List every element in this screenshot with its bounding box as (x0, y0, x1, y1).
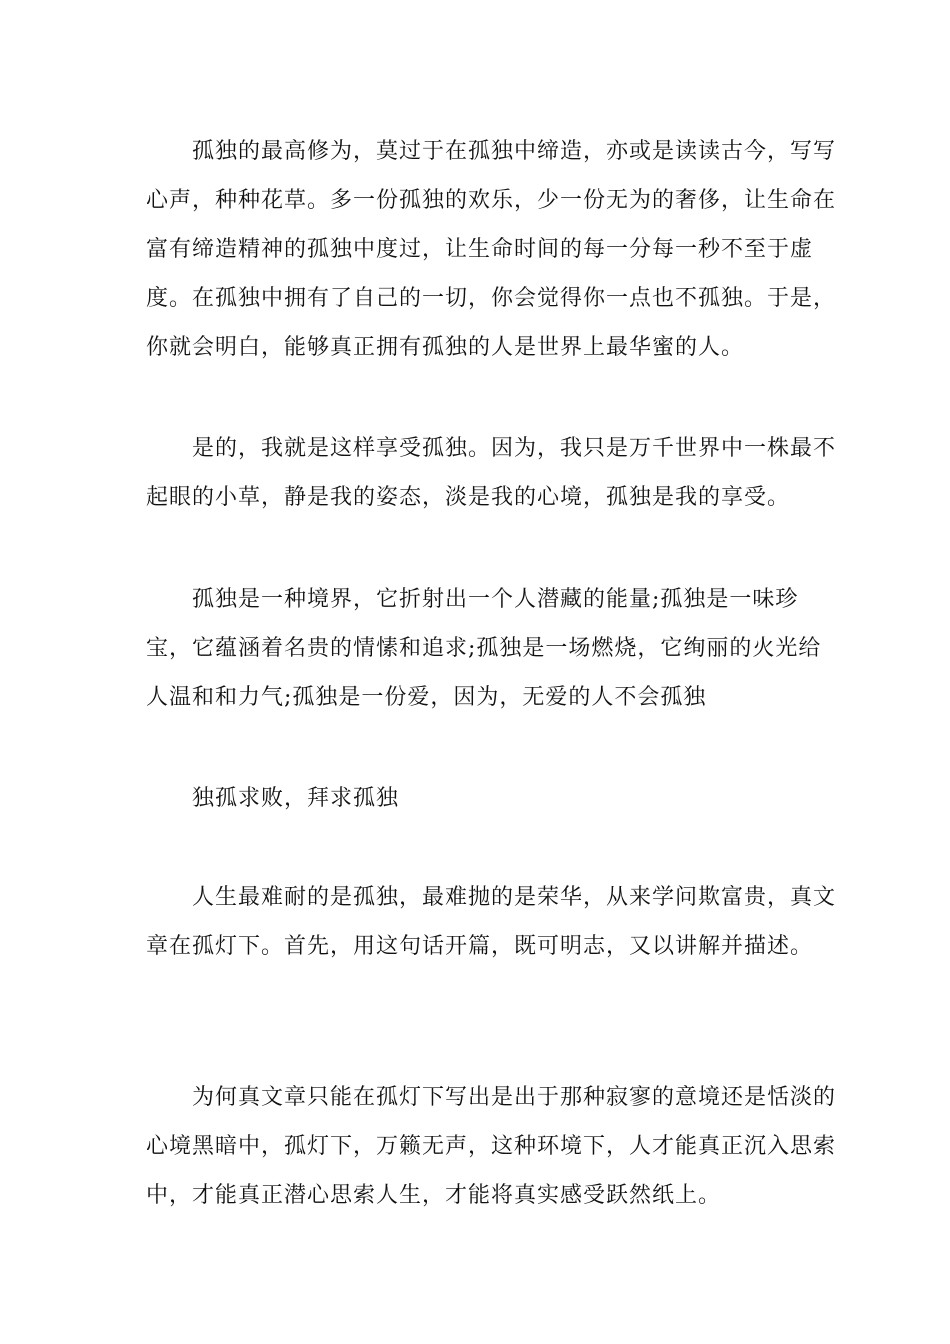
paragraph-3: 孤独是一种境界，它折射出一个人潜藏的能量;孤独是一味珍宝，它蕴涵着名贵的情愫和追求;孤独是一场燃烧，它绚丽的火光给人温和和力气;孤独是一份爱，因为，无爱的人不会孤独 (146, 587, 822, 710)
paragraph-1: 孤独的最高修为，莫过于在孤独中缔造，亦或是读读古今，写写心声，种种花草。多一份孤独的欢乐，少一份无为的奢侈，让生命在富有缔造精神的孤独中度过，让生命时间的每一分每一秒不至于虚度。在孤独中拥有了自己的一切，你会觉得你一点也不孤独。于是，你就会明白，能够真正拥有孤独的人是世界上最华蜜的人。 (146, 139, 837, 360)
paragraph-2: 是的，我就是这样享受孤独。因为，我只是万千世界中一株最不起眼的小草，静是我的姿态，淡是我的心境，孤独是我的享受。 (146, 436, 837, 510)
paragraph-4: 独孤求败，拜求孤独 (192, 786, 400, 811)
paragraph-6: 为何真文章只能在孤灯下写出是出于那种寂寥的意境还是恬淡的心境黑暗中，孤灯下，万籁无声，这种环境下，人才能真正沉入思索中，才能真正潜心思索人生，才能将真实感受跃然纸上。 (146, 1085, 837, 1208)
paragraph-5: 人生最难耐的是孤独，最难抛的是荣华，从来学问欺富贵，真文章在孤灯下。首先，用这句话开篇，既可明志，又以讲解并描述。 (146, 885, 837, 959)
